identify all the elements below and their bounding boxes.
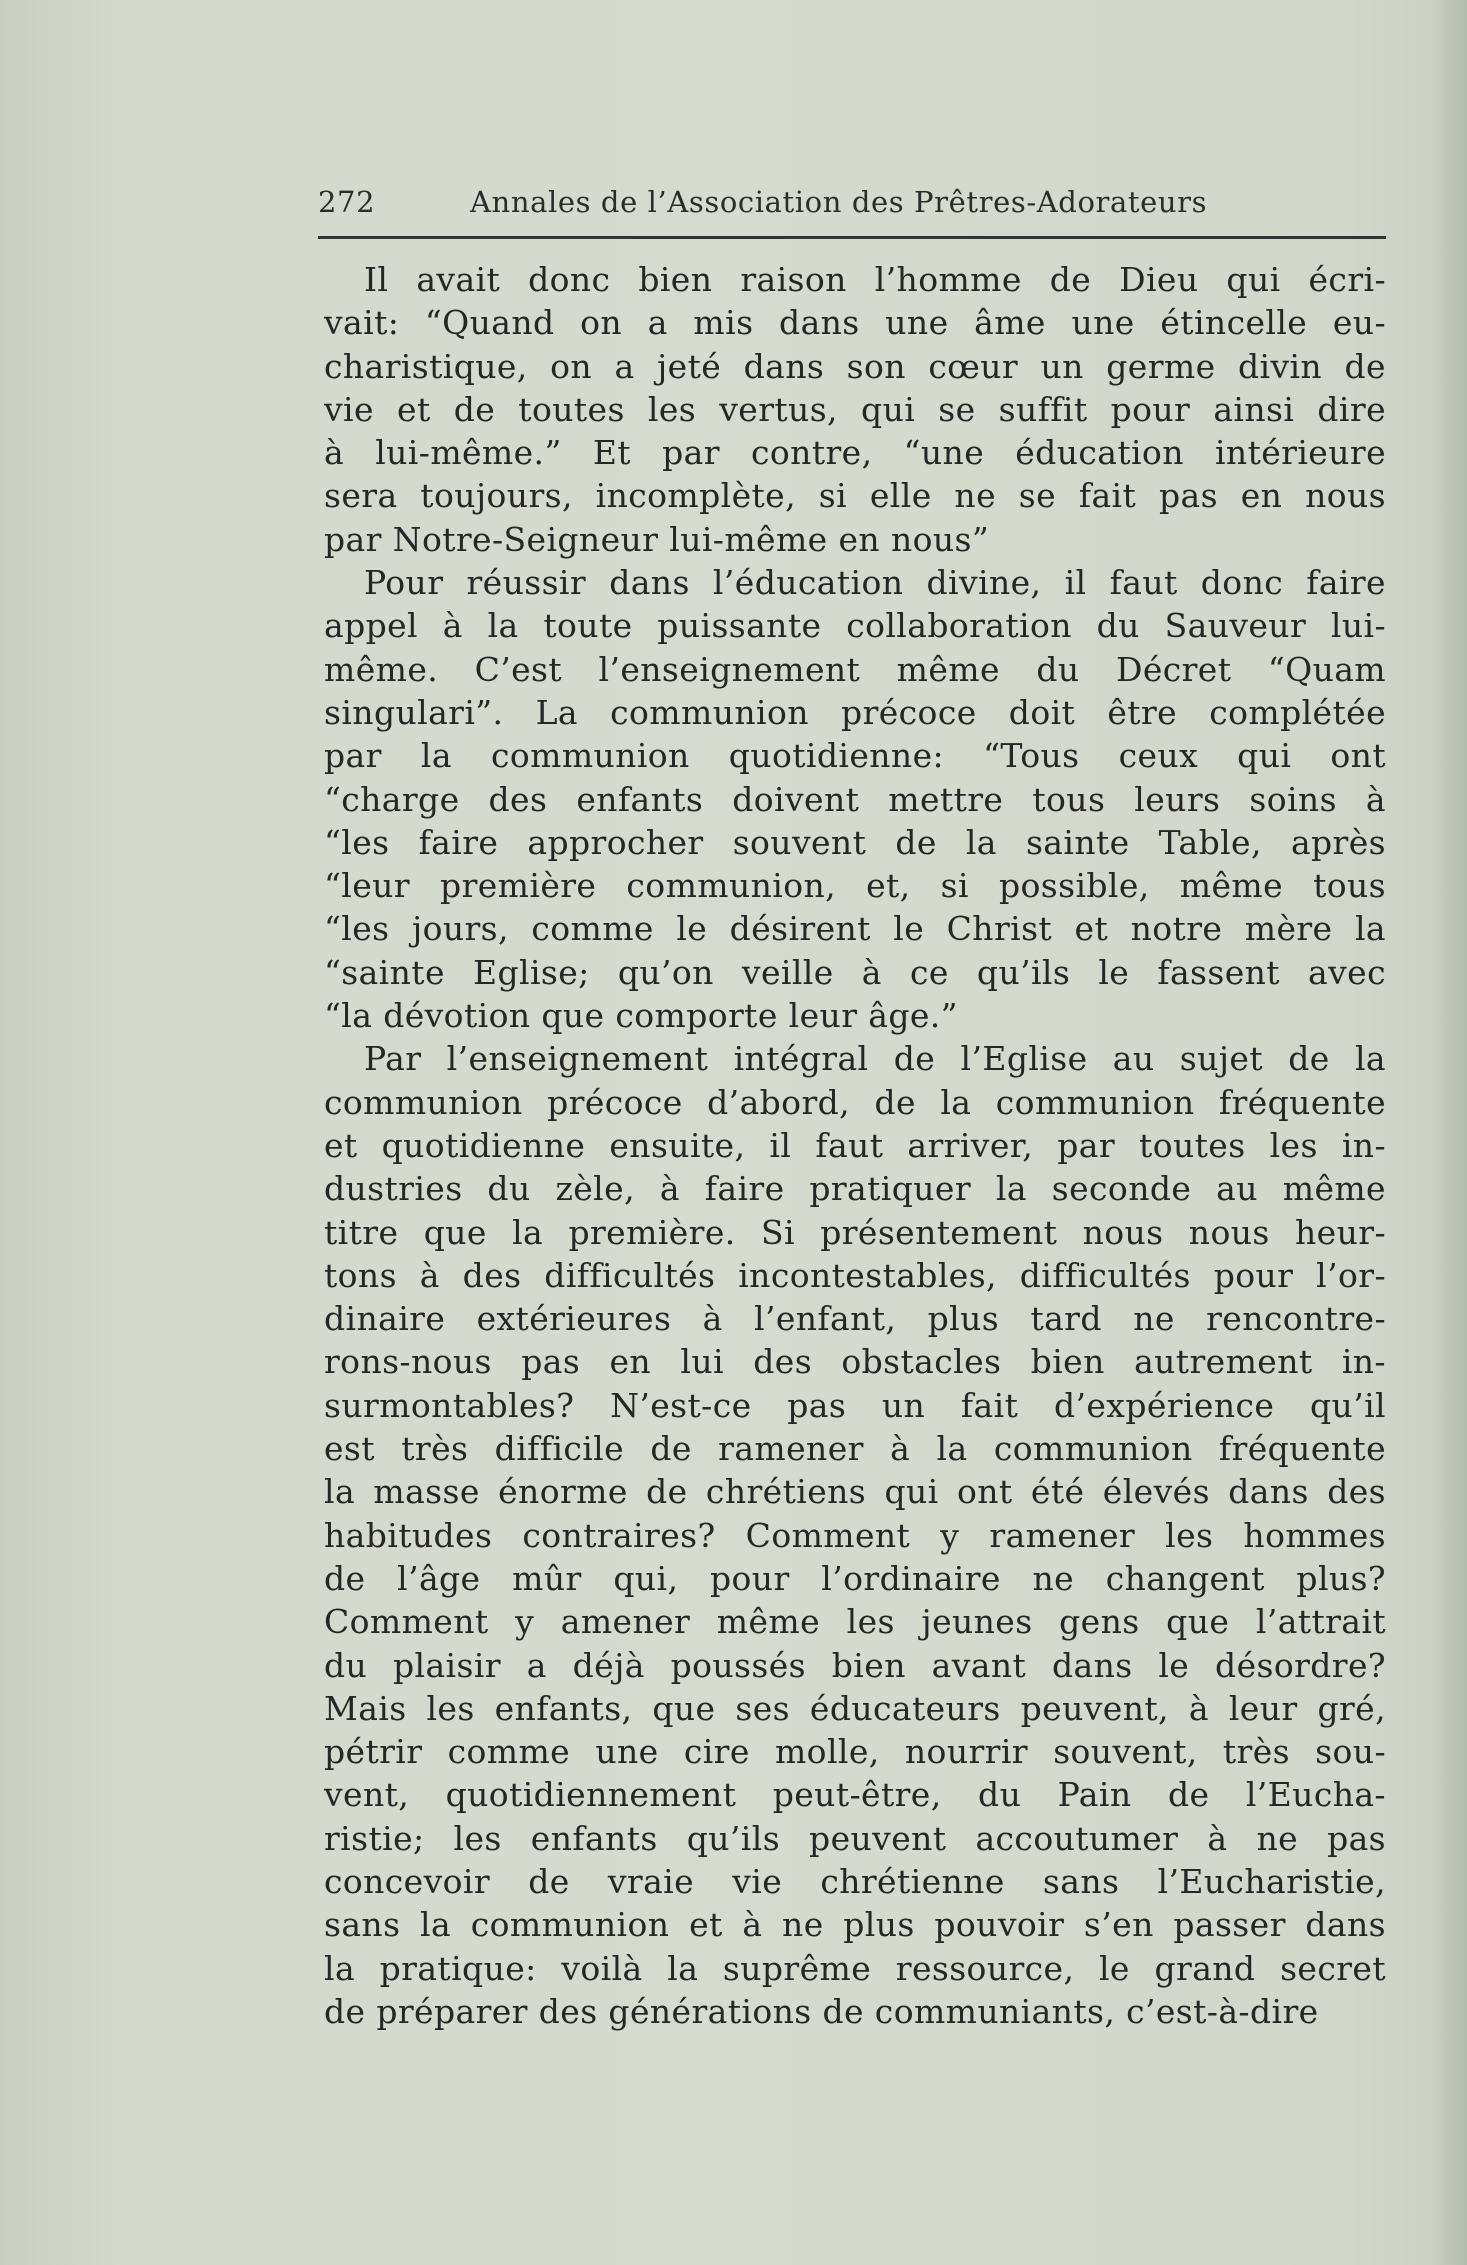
page-number: 272 [318,185,376,219]
text-line: surmontables? N’est-ce pas un fait d’expérience qu’il [324,1385,1386,1425]
paragraph [324,1037,1386,2033]
text-line: Comment y amener même les jeunes gens que l’attrait [324,1602,1386,1642]
text-line: la masse énorme de chrétiens qui ont été élevés dans des [324,1472,1386,1512]
text-line: Mais les enfants, que ses éducateurs peuvent, à leur gré, [324,1688,1386,1728]
text-line: Il avait donc bien raison l’homme de Dieu qui écri- [364,260,1386,299]
text-line: de l’âge mûr qui, pour l’ordinaire ne changent plus? [324,1558,1386,1598]
text-line: par la communion quotidienne: “Tous ceux qui ont [324,736,1386,776]
text-line: vent, quotidiennement peut-être, du Pain de l’Eucha- [324,1775,1386,1815]
text-line: même. C’est l’enseignement même du Décret “Quam [324,649,1386,689]
text-line: du plaisir a déjà poussés bien avant dans le désordre? [324,1645,1386,1685]
text-line: Par l’enseignement intégral de l’Eglise au sujet de la [364,1039,1386,1079]
text-line: rons-nous pas en lui des obstacles bien autrement in- [324,1342,1386,1382]
text-line: à lui-même.” Et par contre, “une éducation intérieure [324,433,1386,473]
text-line: “charge des enfants doivent mettre tous leurs soins à [324,779,1386,819]
text-line: singulari”. La communion précoce doit être complétée [324,692,1386,732]
text-line: par Notre-Seigneur lui-même en nous” [324,519,990,559]
text-line: dinaire extérieures à l’enfant, plus tard ne rencontre- [324,1299,1386,1339]
text-line: tons à des difficultés incontestables, difficultés pour l’or- [324,1255,1386,1295]
paragraph [324,561,1386,1037]
header-rule [318,236,1386,239]
text-line: et quotidienne ensuite, il faut arriver, par toutes les in- [324,1125,1386,1165]
text-line: sera toujours, incomplète, si elle ne se fait pas en nous [324,476,1386,516]
text-line: vait: “Quand on a mis dans une âme une étincelle eu- [324,303,1386,343]
running-head-title: Annales de l’Association des Prêtres-Adorateurs [470,185,1208,219]
text-line: “la dévotion que comporte leur âge.” [324,996,958,1036]
text-line: “leur première communion, et, si possible, même tous [324,866,1386,906]
text-line: sans la communion et à ne plus pouvoir s’en passer dans [324,1905,1386,1945]
text-line: dustries du zèle, à faire pratiquer la seconde au même [324,1169,1386,1209]
text-line: ristie; les enfants qu’ils peuvent accoutumer à ne pas [324,1818,1386,1858]
text-line: de préparer des générations de communiants, c’est-à-dire [324,1991,1319,2031]
text-line: appel à la toute puissante collaboration du Sauveur lui- [324,606,1386,646]
text-line: “les faire approcher souvent de la sainte Table, après [324,822,1386,862]
text-line: la pratique: voilà la suprême ressource, le grand secret [324,1948,1386,1988]
text-line: concevoir de vraie vie chrétienne sans l’Eucharistie, [324,1861,1386,1901]
text-line: “les jours, comme le désirent le Christ et notre mère la [324,909,1386,949]
text-line: titre que la première. Si présentement nous nous heur- [324,1212,1386,1252]
body-text [324,258,1386,2033]
text-line: pétrir comme une cire molle, nourrir souvent, très sou- [324,1732,1386,1772]
paragraph [324,258,1386,561]
page-edge-shadow [1431,0,1467,2265]
text-line: charistique, on a jeté dans son cœur un germe divin de [324,346,1386,386]
text-line: vie et de toutes les vertus, qui se suffit pour ainsi dire [324,389,1386,429]
text-line: “sainte Eglise; qu’on veille à ce qu’ils le fassent avec [324,952,1386,992]
text-line: communion précoce d’abord, de la communion fréquente [324,1082,1386,1122]
text-line: Pour réussir dans l’éducation divine, il faut donc faire [364,563,1386,603]
text-line: habitudes contraires? Comment y ramener les hommes [324,1515,1386,1555]
text-line: est très difficile de ramener à la communion fréquente [324,1429,1386,1469]
